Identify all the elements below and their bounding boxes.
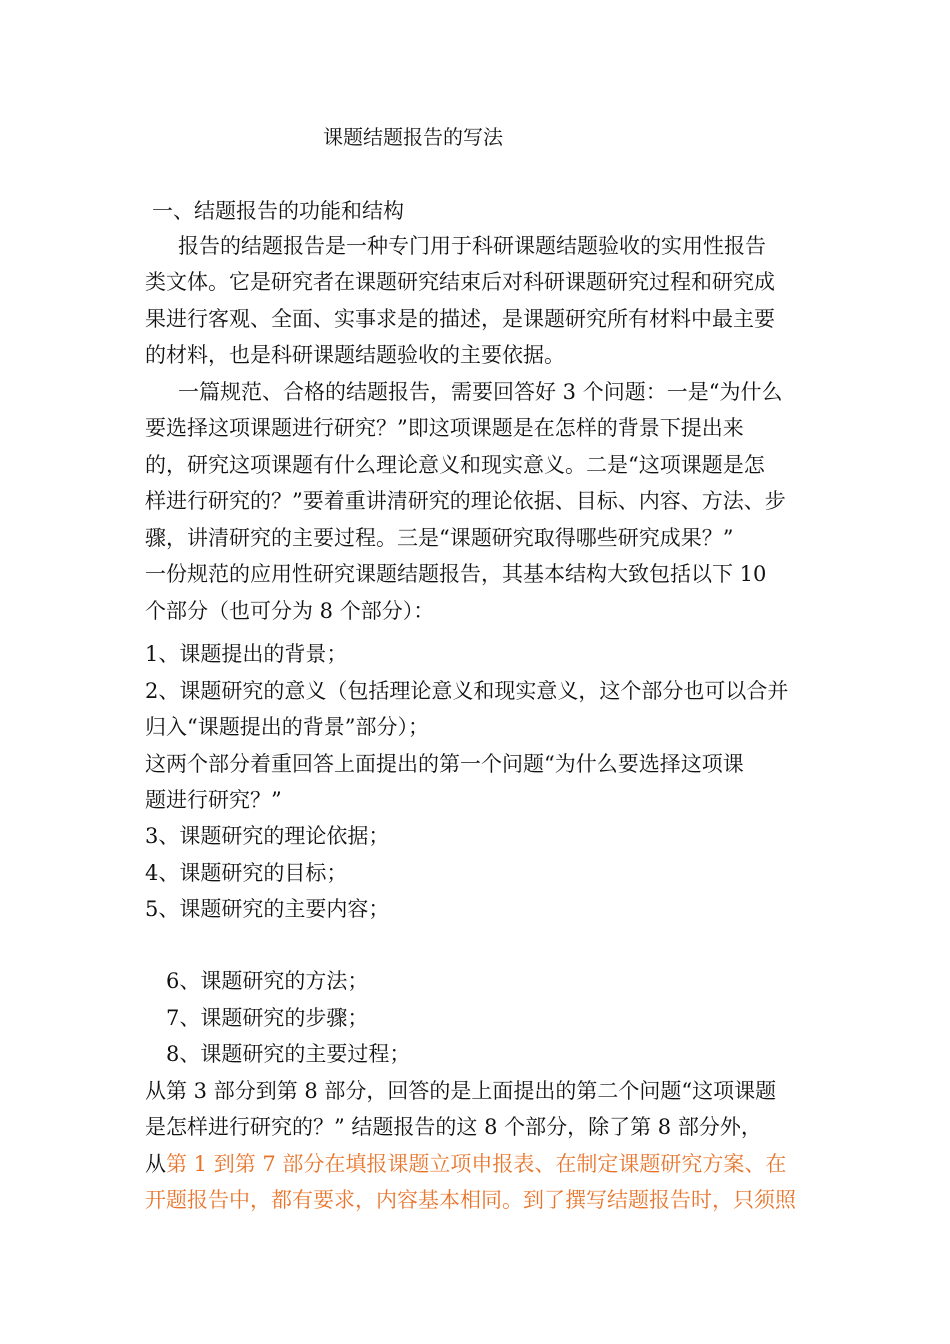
paragraph-line: 报告的结题报告是一种专门用于科研课题结题验收的实用性报告: [178, 234, 766, 258]
list-item: 2、课题研究的意义（包括理论意义和现实意义，这个部分也可以合并: [145, 679, 789, 703]
line-prefix: 从: [145, 1152, 166, 1176]
paragraph-line: 果进行客观、全面、实事求是的描述，是课题研究所有材料中最主要: [145, 307, 775, 331]
paragraph-line: 类文体。它是研究者在课题研究结束后对科研课题研究过程和研究成: [145, 270, 775, 294]
list-item: 1、课题提出的背景；: [145, 642, 348, 666]
highlighted-line: 开题报告中，都有要求，内容基本相同。到了撰写结题报告时，只须照: [145, 1188, 796, 1212]
list-item: 5、课题研究的主要内容；: [145, 897, 390, 921]
paragraph-line: 这两个部分着重回答上面提出的第一个问题“为什么要选择这项课: [145, 752, 744, 776]
list-item: 7、课题研究的步骤；: [166, 1006, 369, 1030]
list-item: 6、课题研究的方法；: [166, 969, 369, 993]
paragraph-line: 一份规范的应用性研究课题结题报告，其基本结构大致包括以下 10: [145, 562, 767, 586]
paragraph-line: 样进行研究的？”要着重讲清研究的理论依据、目标、内容、方法、步: [145, 489, 786, 513]
list-item: 3、课题研究的理论依据；: [145, 824, 390, 848]
paragraph-line: 个部分（也可分为 8 个部分）：: [145, 599, 435, 623]
paragraph-line: 从第 3 部分到第 8 部分，回答的是上面提出的第二个问题“这项课题: [145, 1079, 777, 1103]
paragraph-line: 的，研究这项课题有什么理论意义和现实意义。二是“这项课题是怎: [145, 453, 765, 477]
paragraph-line: 一篇规范、合格的结题报告，需要回答好 3 个问题：一是“为什么: [178, 380, 783, 404]
paragraph-line: 题进行研究？”: [145, 788, 282, 812]
paragraph-line: 是怎样进行研究的？” 结题报告的这 8 个部分，除了第 8 部分外，: [145, 1115, 762, 1139]
list-item: 4、课题研究的目标；: [145, 861, 348, 885]
paragraph-line: 的材料，也是科研课题结题验收的主要依据。: [145, 343, 565, 367]
list-item: 8、课题研究的主要过程；: [166, 1042, 411, 1066]
paragraph-line-mixed: [145, 1150, 786, 1178]
highlighted-text: 第 1 到第 7 部分在填报课题立项申报表、在制定课题研究方案、在: [166, 1152, 787, 1176]
paragraph-line: 要选择这项课题进行研究？”即这项课题是在怎样的背景下提出来: [145, 416, 744, 440]
list-item: 归入“课题提出的背景”部分）；: [145, 715, 429, 739]
page-title: 课题结题报告的写法: [323, 125, 503, 149]
section-heading: 一、结题报告的功能和结构: [152, 199, 404, 223]
paragraph-line: 骤，讲清研究的主要过程。三是“课题研究取得哪些研究成果？”: [145, 526, 734, 550]
